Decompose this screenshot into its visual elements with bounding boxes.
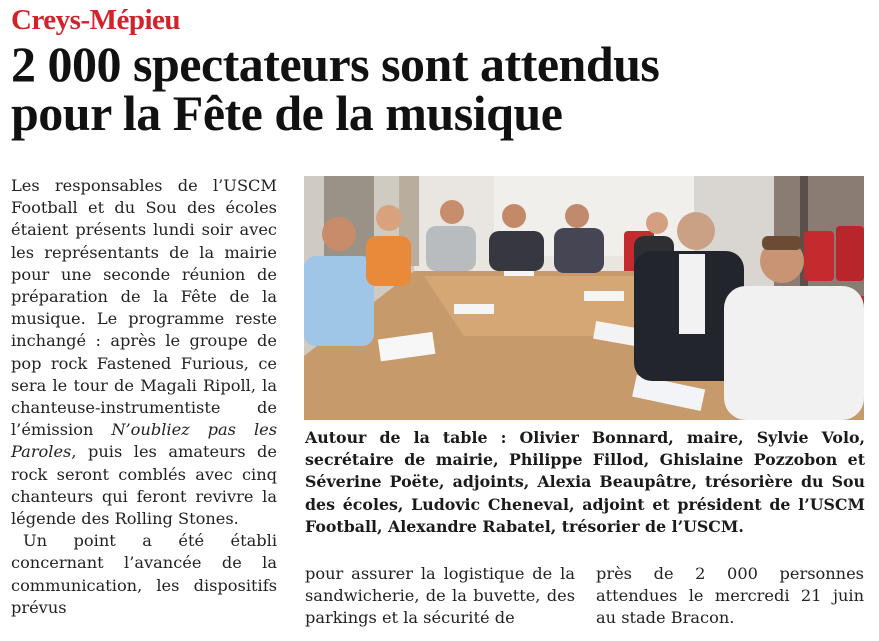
article-column-1 <box>11 175 277 619</box>
paragraph-1-text-b: , puis les amateurs de rock seront comblés avec cinq chanteurs qui feront revivre la légende des Rolling Stones. <box>11 442 277 529</box>
article-column-2: pour assurer la logistique de la sandwicherie, de la buvette, des parkings et la sécurité de <box>305 564 575 628</box>
kicker-location: Creys-Mépieu <box>11 4 181 36</box>
paragraph-1 <box>11 175 277 530</box>
meeting-photo <box>304 176 864 420</box>
show-title-italic: N’oubliez pas les Paroles <box>11 420 278 462</box>
meeting-photo-illustration <box>304 176 864 420</box>
article-column-3: près de 2 000 personnes attendues le mercredi 21 juin au stade Bracon. <box>596 564 864 628</box>
paragraph-1-text-a: Les responsables de l’USCM Football et du Sou des écoles étaient présents lundi soir avec les représentants de la mairie pour une seconde réunion de préparation de la Fête de la musique. Le programme reste inchangé : après le groupe de pop rock Fastened Furious, ce sera le tour de Magali Ripoll, la chanteuse-instrumentiste de l’émission <box>11 176 277 440</box>
headline-line-1: 2 000 spectateurs sont attendus <box>11 36 660 92</box>
article-headline <box>11 36 871 141</box>
photo-caption: Autour de la table : Olivier Bonnard, maire, Sylvie Volo, secrétaire de mairie, Philippe Fillod, Ghislaine Pozzobon et Séverine Poëte, adjoints, Alexia Beaupâtre, trésorière du Sou des écoles, Ludovic Cheneval, adjoint et président de l’USCM Football, Alexandre Rabatel, trésorier de l’USCM. <box>305 428 865 536</box>
paragraph-2: Un point a été établi concernant l’avancée de la communication, les dispositifs prévus <box>11 531 277 617</box>
headline-line-2: pour la Fête de la musique <box>11 85 563 141</box>
